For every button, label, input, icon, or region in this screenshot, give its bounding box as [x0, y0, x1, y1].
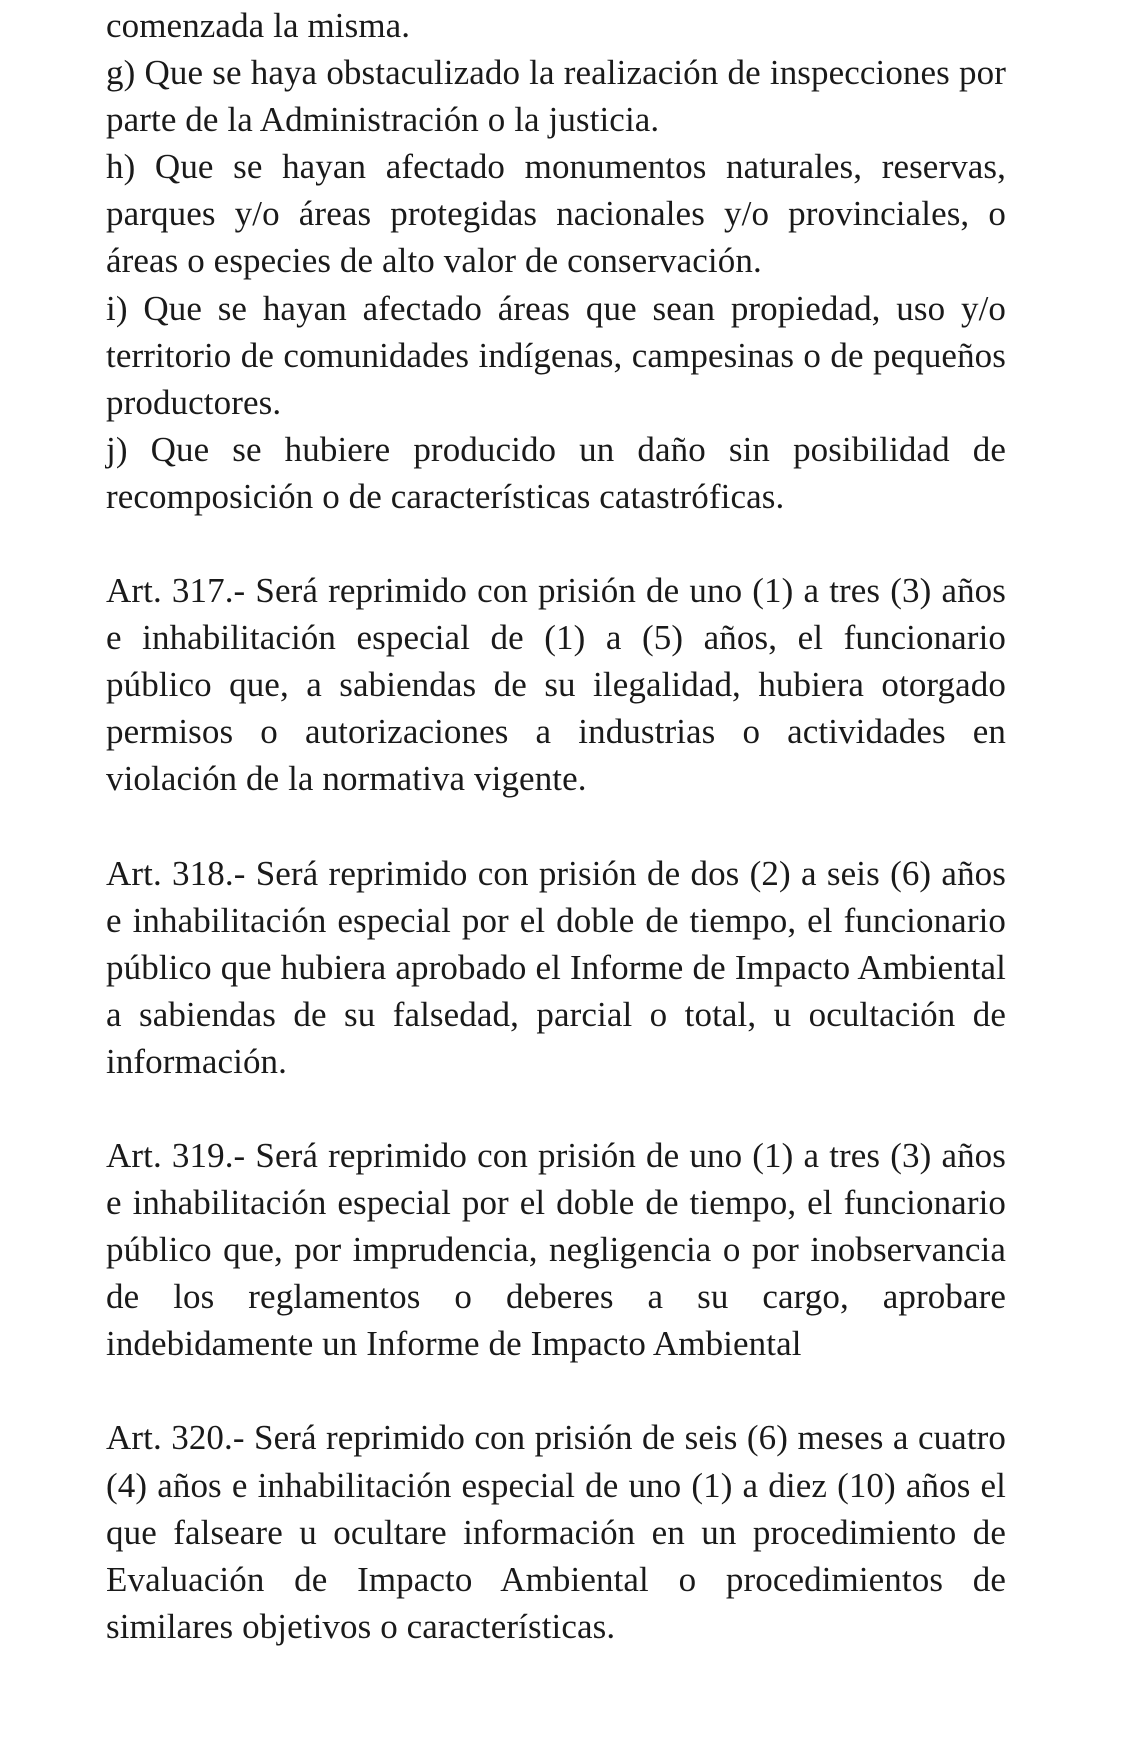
article-318: Art. 318.- Será reprimido con prisión de dos (2) a seis (6) años e inhabilitación especial por el doble de tiempo, el funcionario público que hubiera aprobado el Informe de Impacto Ambiental a sabiendas de su falsedad, parcial o total, u ocultación de información.	[106, 853, 1006, 1081]
article-320: Art. 320.- Será reprimido con prisión de seis (6) meses a cuatro (4) años e inhabilitación especial de uno (1) a diez (10) años el que falseare u ocultare información en un procedimiento de Evaluación de Impacto Ambiental o procedimientos de similares objetivos o características.	[106, 1418, 1006, 1646]
list-item-j: j) Que se hubiere producido un daño sin posibilidad de recomposición o de características catastróficas.	[106, 429, 1006, 516]
paragraph-spacer	[106, 1367, 1006, 1414]
article-319: Art. 319.- Será reprimido con prisión de uno (1) a tres (3) años e inhabilitación especial por el doble de tiempo, el funcionario público que, por imprudencia, negligencia o por inobservancia de los reglamentos o deberes a su cargo, aprobare indebidamente un Informe de Impacto Ambiental	[106, 1135, 1006, 1364]
list-item-i: i) Que se hayan afectado áreas que sean propiedad, uso y/o territorio de comunidades indígenas, campesinas o de pequeños productores.	[106, 288, 1006, 422]
article-317: Art. 317.- Será reprimido con prisión de uno (1) a tres (3) años e inhabilitación especial de (1) a (5) años, el funcionario público que, a sabiendas de su ilegalidad, hubiera otorgado permisos o autorizaciones a industrias o actividades en violación de la normativa vigente.	[106, 571, 1006, 799]
list-item-g: g) Que se haya obstaculizado la realización de inspecciones por parte de la Administración o la justicia.	[106, 53, 1006, 140]
paragraph-spacer	[106, 520, 1006, 567]
continuation-text: comenzada la misma.	[106, 6, 411, 45]
list-item-h: h) Que se hayan afectado monumentos naturales, reservas, parques y/o áreas protegidas nacionales y/o provinciales, o áreas o especies de alto valor de conservación.	[106, 147, 1006, 281]
paragraph-spacer	[106, 803, 1006, 850]
paragraph-spacer	[106, 1085, 1006, 1132]
document-body	[106, 2, 1006, 1650]
